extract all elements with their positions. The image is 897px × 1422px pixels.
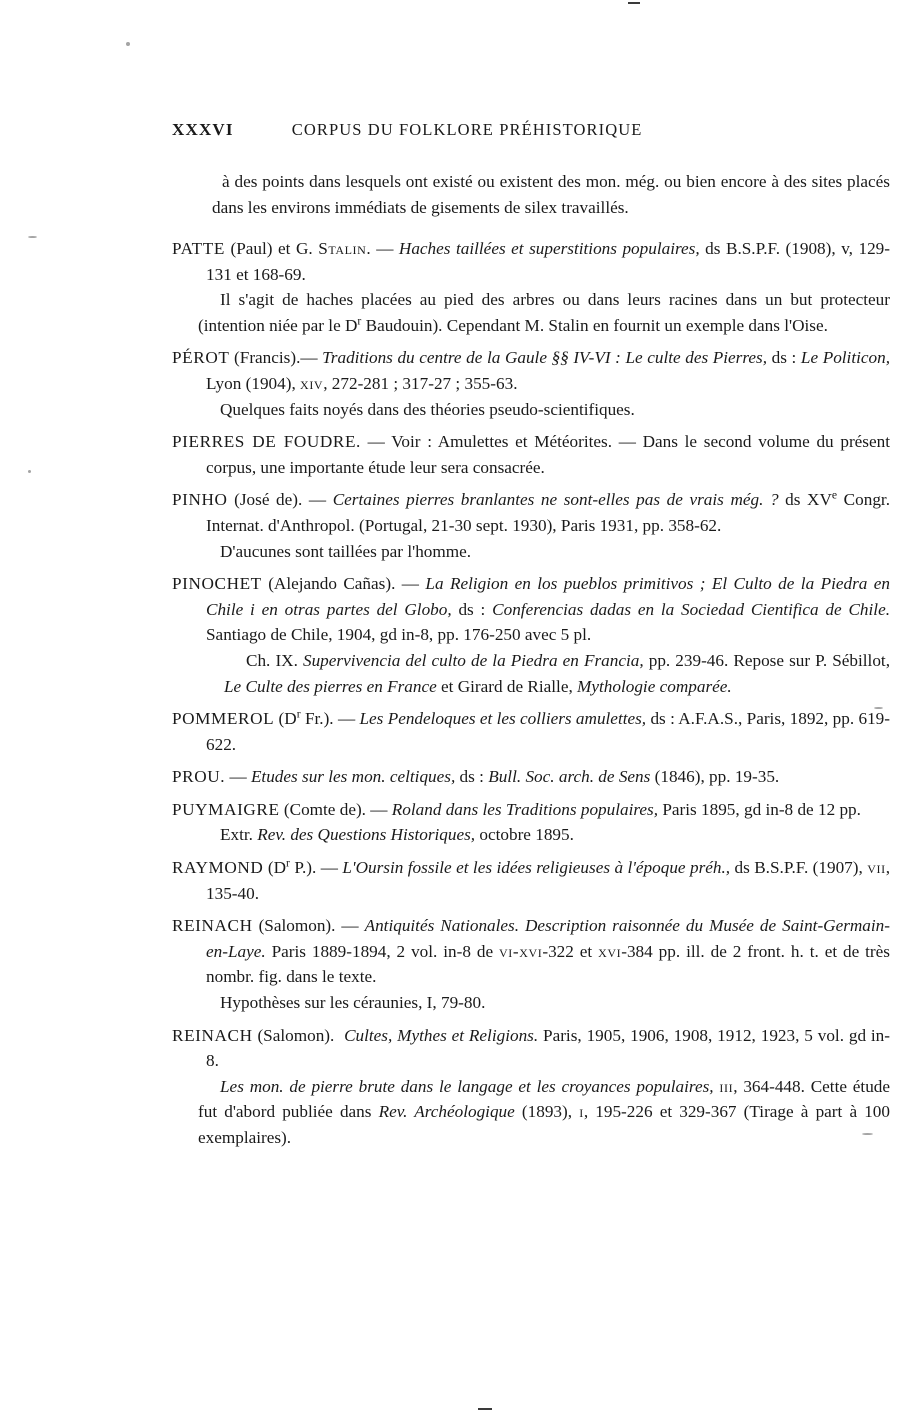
entry-main: PATTE (Paul) et G. Stalin. — Haches taillées et superstitions populaires, ds B.S.P.F. (1908), v, 129-131 et 168-69. bbox=[172, 239, 890, 284]
bibliography-entry bbox=[172, 764, 890, 790]
opening-paragraph: à des points dans lesquels ont existé ou existent des mon. még. ou bien encore à des sites placés dans les environs immédiats de gisements de silex travaillés. bbox=[212, 172, 890, 217]
running-title: CORPUS DU FOLKLORE PRÉHISTORIQUE bbox=[291, 120, 643, 139]
entry-title: Haches taillées et superstitions populaires, bbox=[398, 239, 700, 258]
entry-title: Etudes sur les mon. celtiques, bbox=[250, 767, 456, 787]
bibliography-entry bbox=[172, 855, 890, 906]
entry-main: REINACH (Salomon). Cultes, Mythes et Religions. Paris, 1905, 1906, 1908, 1912, 1923, 5 vol. gd in-8. bbox=[172, 1025, 891, 1071]
entry-title: Roland dans les Traditions populaires, bbox=[391, 799, 659, 819]
entry-main: PROU. — Etudes sur les mon. celtiques, ds : Bull. Soc. arch. de Sens (1846), pp. 19-35. bbox=[172, 767, 780, 787]
entry-author: REINACH bbox=[172, 1025, 253, 1045]
entry-main: RAYMOND ($D^r$ P.). — L'Oursin fossile et les idées religieuses à l'époque préh., ds B.S.P.F. (1907), vii, 135-40. bbox=[172, 856, 890, 903]
entry-title: L'Oursin fossile et les idées religieuses à l'époque préh., bbox=[342, 858, 731, 878]
entry-main: PINOCHET (Alejando Cañas). — La Religion en los pueblos primitivos ; El Culto de la Piedra en Chile i en otras partes del Globo, ds : Conferencias dadas en la Sociedad Cientifica de Chile. Santiago de Chile, 1904, gd in-8, pp. 176-250 avec 5 pl. bbox=[172, 574, 891, 645]
entry-title: Traditions du centre de la Gaule §§ IV-VI : Le culte des Pierres, bbox=[322, 348, 768, 368]
note-title: Le Culte des pierres en France bbox=[224, 676, 437, 696]
entry-author: REINACH bbox=[172, 916, 253, 936]
speckle bbox=[126, 42, 130, 46]
entry-title: Les Pendeloques et les colliers amulettes, bbox=[359, 709, 647, 729]
entry-title: Antiquités Nationales. Description raisonnée du Musée de Saint-Germain-en-Laye. bbox=[206, 916, 890, 961]
entry-title: La Religion en los pueblos primitivos ; El Culto de la Piedra en Chile i en otras partes del Globo, bbox=[206, 574, 891, 619]
entry-author: PINHO bbox=[172, 490, 228, 510]
speckle bbox=[28, 470, 31, 473]
page-body bbox=[172, 152, 890, 1158]
speckle bbox=[28, 236, 37, 238]
bibliography-entry bbox=[172, 429, 890, 480]
entry-note: Quelques faits noyés dans des théories pseudo-scientifiques. bbox=[220, 399, 635, 419]
entry-main: PUYMAIGRE (Comte de). — Roland dans les Traditions populaires, Paris 1895, gd in-8 de 12 pp. bbox=[172, 799, 861, 819]
entry-main: PINHO (José de). — Certaines pierres branlantes ne sont-elles pas de vrais még. ? ds XVe Congr. Internat. d'Anthropol. (Portugal, 21-30 sept. 1930), Paris 1931, pp. 358-62. bbox=[172, 488, 890, 535]
entry-author: PINOCHET bbox=[172, 574, 262, 594]
bibliography-entry bbox=[172, 236, 890, 338]
note-title: Mythologie comparée. bbox=[577, 676, 732, 696]
note-volume: iii bbox=[719, 1076, 734, 1096]
note-title: Rev. des Questions Historiques, bbox=[257, 825, 476, 845]
entry-title: Certaines pierres branlantes ne sont-elles pas de vrais még. ? bbox=[332, 490, 779, 510]
folio-number: XXXVI bbox=[172, 120, 234, 139]
entry-note: D'aucunes sont taillées par l'homme. bbox=[220, 541, 472, 561]
entry-volume: vii bbox=[867, 858, 886, 878]
entry-author: PÉROT bbox=[172, 348, 230, 368]
entry-main: POMMEROL ($D^r$ Fr.). — Les Pendeloques et les colliers amulettes, ds : A.F.A.S., Paris, 1892, pp. 619-622. bbox=[172, 707, 890, 754]
bibliography-entry bbox=[172, 487, 890, 564]
note-volume: i bbox=[579, 1102, 584, 1122]
note-source: Rev. Archéologique bbox=[378, 1102, 515, 1122]
entry-title: Cultes, Mythes et Religions. bbox=[344, 1025, 539, 1045]
entry-note: Les mon. de pierre brute dans le langage et les croyances populaires, iii, 364-448. Cette étude fut d'abord publiée dans Rev. Archéologique (1893), i, 195-226 et 329-367 (Tirage à part à 100 exemplaires). bbox=[198, 1076, 891, 1147]
entry-author: RAYMOND bbox=[172, 858, 264, 878]
bibliography-entry bbox=[172, 913, 890, 1015]
entry-source: Conferencias dadas en la Sociedad Cientifica de Chile. bbox=[492, 599, 890, 619]
entry-main: PIERRES DE FOUDRE. — Voir : Amulettes et Météorites. — Dans le second volume du présent corpus, une importante étude leur sera consacrée. bbox=[172, 432, 890, 477]
crop-mark-bottom bbox=[478, 1408, 492, 1410]
entry-note: Ch. IX. Supervivencia del culto de la Piedra en Francia, pp. 239-46. Repose sur P. Sébillot, Le Culte des pierres en France et Girard de Rialle, Mythologie comparée. bbox=[224, 650, 890, 696]
bibliography-entry bbox=[172, 1023, 890, 1151]
entry-author: PIERRES DE FOUDRE. bbox=[172, 432, 361, 452]
entry-main: REINACH (Salomon). — Antiquités Nationales. Description raisonnée du Musée de Saint-Germain-en-Laye. Paris 1889-1894, 2 vol. in-8 de vi-xvi-322 et xvi-384 pp. ill. de 2 front. h. t. et de très nombr. fig. dans le texte. bbox=[172, 916, 890, 987]
bibliography-entry bbox=[172, 706, 890, 757]
entry-author: PATTE bbox=[172, 239, 225, 258]
entry-author: PROU. bbox=[172, 767, 226, 787]
entry-coauthor: Stalin bbox=[318, 239, 367, 258]
entry-note: Extr. Rev. des Questions Historiques, octobre 1895. bbox=[220, 825, 574, 845]
note-title: Supervivencia del culto de la Piedra en Francia, bbox=[302, 650, 644, 670]
note-title: Les mon. de pierre brute dans le langage et les croyances populaires, bbox=[220, 1076, 714, 1096]
entry-author: PUYMAIGRE bbox=[172, 799, 280, 819]
page-header bbox=[172, 120, 872, 140]
entry-note: Il s'agit de haches placées au pied des arbres ou dans leurs racines dans un but protecteur (intention niée par le $D^r$ Baudouin). Cependant M. Stalin en fournit un exemple dans l'Oise. bbox=[198, 290, 890, 335]
entry-main: PÉROT (Francis).— Traditions du centre de la Gaule §§ IV-VI : Le culte des Pierres, ds : Le Politicon, Lyon (1904), xiv, 272-281 ; 317-27 ; 355-63. bbox=[172, 348, 891, 393]
bibliography-entry bbox=[172, 571, 890, 699]
entry-source: Bull. Soc. arch. de Sens bbox=[488, 767, 651, 787]
bibliography-entry bbox=[172, 345, 890, 422]
entry-note: Hypothèses sur les céraunies, I, 79-80. bbox=[220, 993, 486, 1013]
entry-pagination: vi-xvi bbox=[499, 941, 543, 961]
entry-source: Le Politicon, bbox=[800, 348, 891, 368]
entry-volume: xiv bbox=[300, 373, 324, 393]
entry-author: POMMEROL bbox=[172, 709, 275, 729]
crop-mark-top bbox=[628, 2, 640, 4]
bibliography-entry bbox=[172, 797, 890, 848]
entry-pagination: xvi bbox=[598, 941, 622, 961]
